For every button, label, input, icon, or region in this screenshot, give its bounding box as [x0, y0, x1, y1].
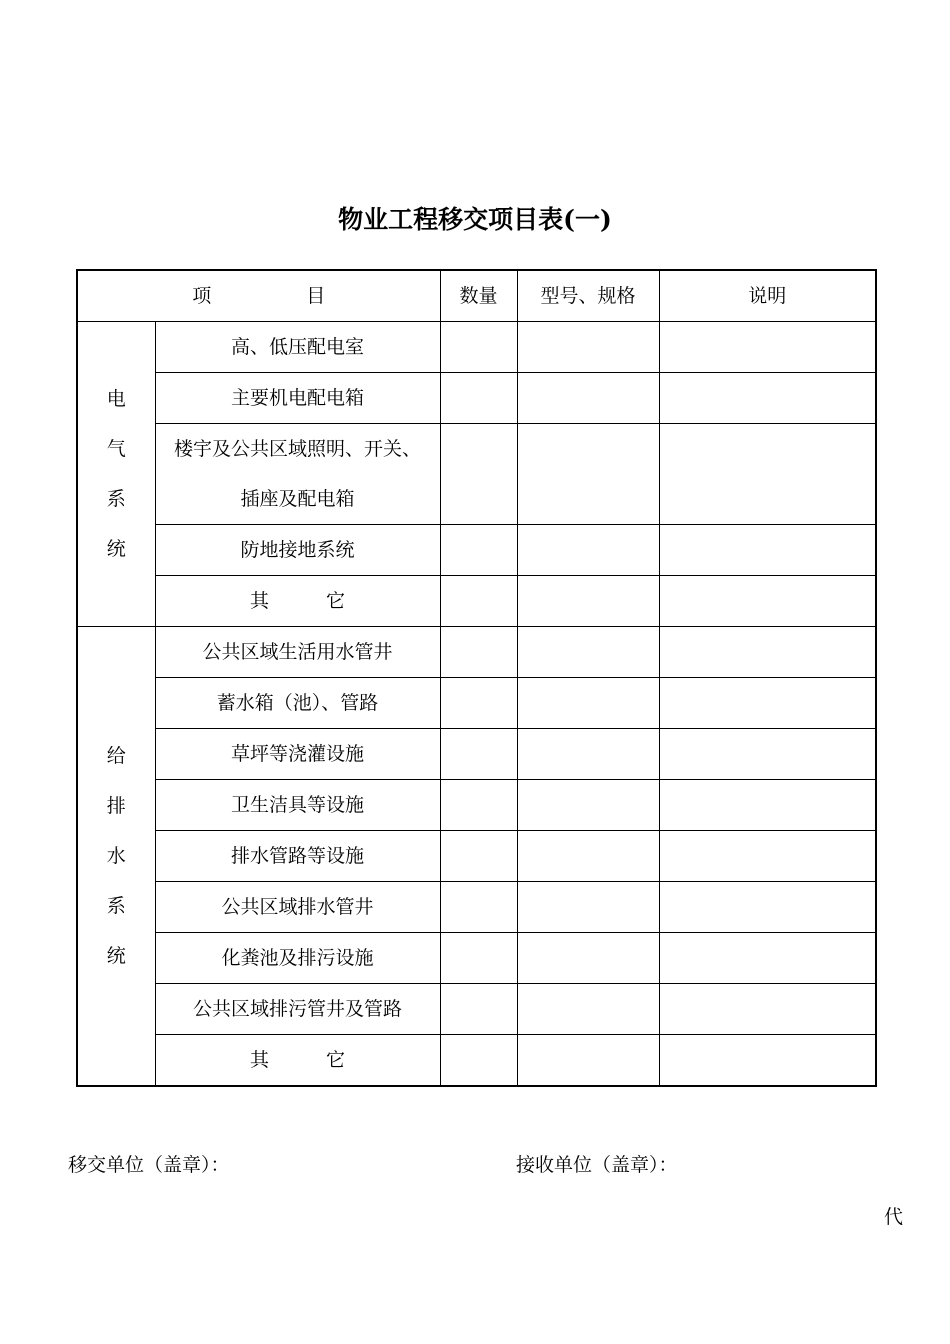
header-remarks: 说明	[659, 270, 876, 322]
table-row	[77, 373, 876, 424]
handover-table	[76, 269, 877, 1087]
remarks-cell	[659, 780, 876, 831]
model-spec-cell	[517, 831, 659, 882]
model-spec-cell	[517, 729, 659, 780]
remarks-cell	[659, 1035, 876, 1087]
item-cell: 主要机电配电箱	[155, 373, 440, 424]
item-cell: 排水管路等设施	[155, 831, 440, 882]
item-cell: 公共区域排污管井及管路	[155, 984, 440, 1035]
table-row	[77, 525, 876, 576]
quantity-cell	[440, 373, 517, 424]
header-item: 项 目	[77, 270, 440, 322]
model-spec-cell	[517, 882, 659, 933]
model-spec-cell	[517, 525, 659, 576]
item-cell: 防地接地系统	[155, 525, 440, 576]
model-spec-cell	[517, 373, 659, 424]
item-cell: 化粪池及排污设施	[155, 933, 440, 984]
model-spec-cell	[517, 933, 659, 984]
receiving-unit-label: 接收单位（盖章）：	[516, 1154, 678, 1176]
quantity-cell	[440, 933, 517, 984]
model-spec-cell	[517, 576, 659, 627]
table-row	[77, 322, 876, 373]
handover-unit-label: 移交单位（盖章）：	[68, 1154, 230, 1176]
quantity-cell	[440, 882, 517, 933]
category-label: 电气系统	[106, 388, 126, 560]
model-spec-cell	[517, 424, 659, 525]
quantity-cell	[440, 984, 517, 1035]
remarks-cell	[659, 729, 876, 780]
quantity-cell	[440, 831, 517, 882]
table-row	[77, 831, 876, 882]
page-title: 物业工程移交项目表(一)	[338, 205, 612, 234]
header-model-spec: 型号、规格	[517, 270, 659, 322]
category-cell-electrical	[77, 322, 155, 627]
header-quantity: 数量	[440, 270, 517, 322]
remarks-cell	[659, 984, 876, 1035]
table-row	[77, 984, 876, 1035]
quantity-cell	[440, 678, 517, 729]
model-spec-cell	[517, 627, 659, 678]
item-cell: 高、低压配电室	[155, 322, 440, 373]
quantity-cell	[440, 322, 517, 373]
remarks-cell	[659, 525, 876, 576]
quantity-cell	[440, 424, 517, 525]
quantity-cell	[440, 729, 517, 780]
table-row	[77, 678, 876, 729]
remarks-cell	[659, 373, 876, 424]
quantity-cell	[440, 627, 517, 678]
table-row	[77, 780, 876, 831]
model-spec-cell	[517, 780, 659, 831]
model-spec-cell	[517, 1035, 659, 1087]
remarks-cell	[659, 933, 876, 984]
remarks-cell	[659, 831, 876, 882]
item-cell: 其 它	[155, 576, 440, 627]
item-cell: 楼宇及公共区域照明、开关、插座及配电箱	[155, 424, 440, 525]
table-row	[77, 933, 876, 984]
table-header-row	[77, 270, 876, 322]
item-cell: 公共区域排水管井	[155, 882, 440, 933]
quantity-cell	[440, 780, 517, 831]
corner-text: 代	[884, 1206, 904, 1228]
item-cell: 其 它	[155, 1035, 440, 1087]
table-row	[77, 882, 876, 933]
category-label: 给排水系统	[106, 745, 126, 967]
remarks-cell	[659, 322, 876, 373]
model-spec-cell	[517, 322, 659, 373]
model-spec-cell	[517, 678, 659, 729]
quantity-cell	[440, 525, 517, 576]
remarks-cell	[659, 882, 876, 933]
category-cell-water	[77, 627, 155, 1087]
quantity-cell	[440, 576, 517, 627]
item-cell: 草坪等浇灌设施	[155, 729, 440, 780]
remarks-cell	[659, 424, 876, 525]
item-cell: 公共区域生活用水管井	[155, 627, 440, 678]
remarks-cell	[659, 576, 876, 627]
item-cell: 蓄水箱（池）、管路	[155, 678, 440, 729]
table-row	[77, 576, 876, 627]
model-spec-cell	[517, 984, 659, 1035]
table-row	[77, 729, 876, 780]
item-cell: 卫生洁具等设施	[155, 780, 440, 831]
quantity-cell	[440, 1035, 517, 1087]
remarks-cell	[659, 627, 876, 678]
table-row	[77, 627, 876, 678]
table-row	[77, 1035, 876, 1087]
remarks-cell	[659, 678, 876, 729]
